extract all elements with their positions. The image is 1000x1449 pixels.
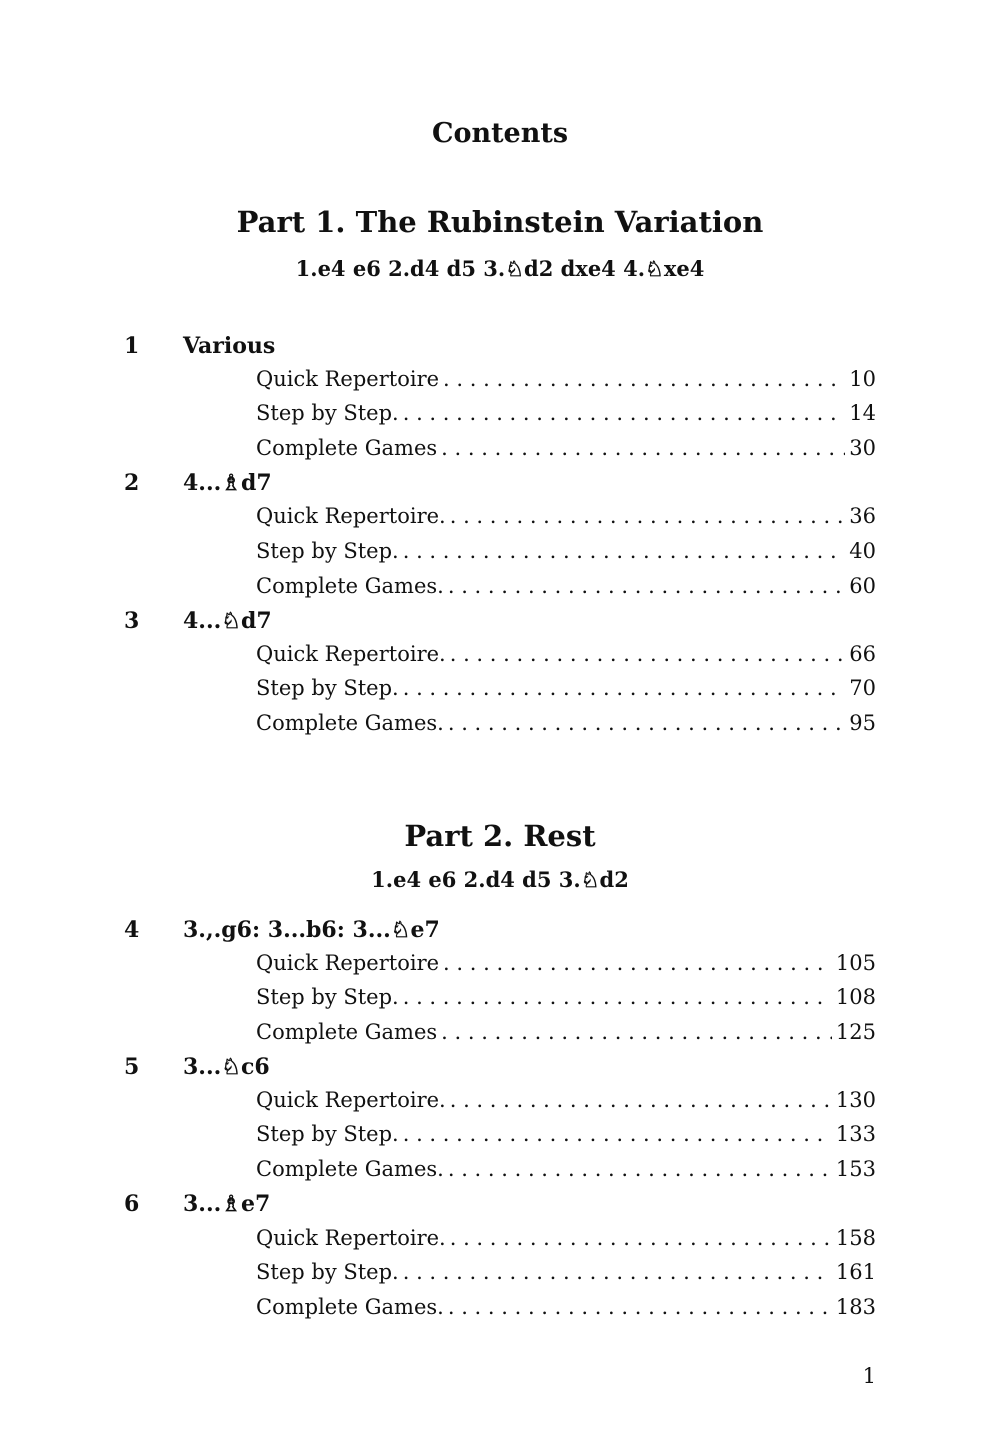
entry-page: 30	[849, 436, 876, 460]
dot-leader	[448, 711, 845, 735]
toc-entry[interactable]	[256, 985, 876, 1015]
entry-label: Quick Repertoire.	[256, 1226, 446, 1250]
entry-label: Quick Repertoire.	[256, 504, 446, 528]
dot-leader	[441, 436, 845, 460]
entry-page: 153	[835, 1157, 876, 1181]
part-2-title: Part 2. Rest	[404, 819, 596, 853]
dot-leader	[450, 504, 846, 528]
chapter-number: 3	[124, 608, 140, 634]
chapter-number: 4	[124, 917, 140, 943]
entry-label: Complete Games.	[256, 1157, 444, 1181]
dot-leader	[450, 642, 846, 666]
dot-leader	[403, 401, 846, 425]
entry-page: 40	[849, 539, 876, 563]
toc-entry[interactable]	[256, 504, 876, 534]
entry-page: 95	[849, 711, 876, 735]
chapter-6	[0, 1191, 1000, 1221]
entry-label: Quick Repertoire	[256, 951, 440, 975]
entry-label: Complete Games.	[256, 1295, 444, 1319]
page-number: 1	[862, 1364, 876, 1388]
entry-page: 36	[849, 504, 876, 528]
entry-page: 14	[849, 401, 876, 425]
chapter-title: 3.,.g6: 3...b6: 3...♘e7	[183, 917, 440, 943]
dot-leader	[450, 1226, 832, 1250]
part-1-title: Part 1. The Rubinstein Variation	[236, 205, 764, 239]
chapter-number: 1	[124, 333, 140, 359]
part-1-moves: 1.e4 e6 2.d4 d5 3.♘d2 dxe4 4.♘xe4	[295, 256, 705, 281]
chapter-number: 2	[124, 470, 140, 496]
entry-page: 70	[849, 676, 876, 700]
toc-entry[interactable]	[256, 401, 876, 431]
chapter-5	[0, 1054, 1000, 1084]
toc-entry[interactable]	[256, 711, 876, 741]
entry-label: Step by Step.	[256, 401, 399, 425]
entry-page: 133	[835, 1122, 876, 1146]
chapter-3	[0, 608, 1000, 638]
entry-label: Quick Repertoire	[256, 367, 440, 391]
toc-entry[interactable]	[256, 1122, 876, 1152]
entry-page: 105	[835, 951, 876, 975]
toc-entry[interactable]	[256, 676, 876, 706]
toc-entry[interactable]	[256, 1260, 876, 1290]
dot-leader	[403, 1122, 832, 1146]
dot-leader	[448, 1295, 832, 1319]
dot-leader	[443, 367, 845, 391]
chapter-title: 4...♗d7	[183, 470, 272, 496]
dot-leader	[448, 1157, 832, 1181]
entry-page: 66	[849, 642, 876, 666]
dot-leader	[441, 1020, 832, 1044]
toc-entry[interactable]	[256, 642, 876, 672]
entry-label: Step by Step.	[256, 539, 399, 563]
entry-page: 125	[835, 1020, 876, 1044]
entry-label: Step by Step.	[256, 1122, 399, 1146]
chapter-1	[0, 333, 1000, 363]
toc-entry[interactable]	[256, 574, 876, 604]
toc-entry[interactable]	[256, 436, 876, 466]
chapter-title: 3...♘c6	[183, 1054, 270, 1080]
dot-leader	[443, 951, 832, 975]
entry-page: 158	[835, 1226, 876, 1250]
entry-label: Quick Repertoire.	[256, 1088, 446, 1112]
toc-entry[interactable]	[256, 539, 876, 569]
entry-page: 60	[849, 574, 876, 598]
chapter-title: Various	[183, 333, 276, 359]
toc-entry[interactable]	[256, 1295, 876, 1325]
dot-leader	[448, 574, 845, 598]
chapter-title: 3...♗e7	[183, 1191, 271, 1217]
dot-leader	[403, 539, 846, 563]
toc-entry[interactable]	[256, 367, 876, 397]
chapter-number: 6	[124, 1191, 140, 1217]
dot-leader	[403, 1260, 832, 1284]
chapter-number: 5	[124, 1054, 140, 1080]
entry-label: Complete Games.	[256, 574, 444, 598]
entry-label: Step by Step.	[256, 676, 399, 700]
chapter-4	[0, 917, 1000, 947]
part-2-moves: 1.e4 e6 2.d4 d5 3.♘d2	[371, 867, 629, 892]
entry-page: 183	[835, 1295, 876, 1319]
toc-entry[interactable]	[256, 1157, 876, 1187]
entry-page: 10	[849, 367, 876, 391]
dot-leader	[403, 676, 846, 700]
dot-leader	[450, 1088, 832, 1112]
contents-title: Contents	[431, 118, 569, 149]
entry-label: Complete Games	[256, 436, 438, 460]
toc-entry[interactable]	[256, 1020, 876, 1050]
entry-label: Step by Step.	[256, 985, 399, 1009]
toc-entry[interactable]	[256, 1088, 876, 1118]
toc-entry[interactable]	[256, 951, 876, 981]
entry-label: Complete Games.	[256, 711, 444, 735]
chapter-2	[0, 470, 1000, 500]
chapter-title: 4...♘d7	[183, 608, 272, 634]
entry-label: Step by Step.	[256, 1260, 399, 1284]
dot-leader	[403, 985, 832, 1009]
entry-page: 161	[835, 1260, 876, 1284]
toc-entry[interactable]	[256, 1226, 876, 1256]
entry-label: Quick Repertoire.	[256, 642, 446, 666]
entry-page: 130	[835, 1088, 876, 1112]
entry-label: Complete Games	[256, 1020, 438, 1044]
entry-page: 108	[835, 985, 876, 1009]
